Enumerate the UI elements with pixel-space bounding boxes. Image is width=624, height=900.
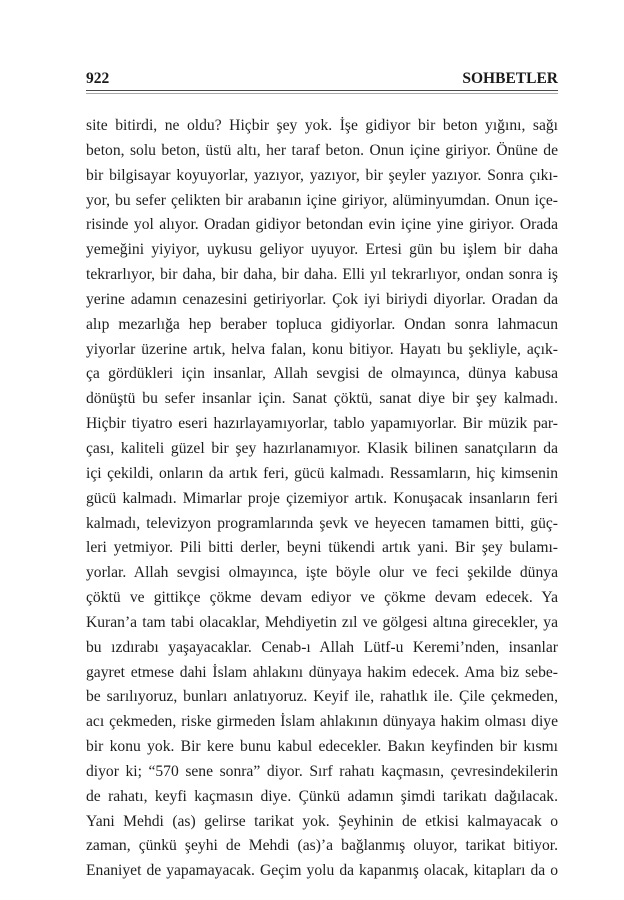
text-line: leri yetmiyor. Pili bitti derler, beyni tükendi artık yani. Bir şey bulamı-: [86, 539, 558, 557]
text-line: ça gördükleri için insanlar, Allah sevgisi de olmayınca, dünya kabusa: [86, 365, 558, 383]
text-line: bir konu yok. Bir kere bunu kabul edecekler. Bakın keyfinden bir kısmı: [86, 738, 558, 756]
text-line: diyor ki; “570 sene sonra” diyor. Sırf rahatı kaçmasın, çevresindekilerin: [86, 762, 558, 780]
text-line: çöktü ve gittikçe çökme devam ediyor ve çökme devam edecek. Ya: [86, 589, 558, 607]
text-line: tekrarlıyor, bir daha, bir daha, bir daha. Elli yıl tekrarlıyor, ondan sonra iş: [86, 266, 558, 284]
text-line: bu ızdırabı yaşayacaklar. Cenab-ı Allah Lütf-u Keremi’nden, insanlar: [86, 638, 558, 656]
text-line: yor, bu sefer çelikten bir arabanın içine giriyor, alüminyumdan. Onun içe-: [86, 191, 558, 209]
text-line: dönüştü bu sefer insanlar için. Sanat çöktü, sanat diye bir şey kalmadı.: [86, 390, 558, 408]
text-line: Hiçbir tiyatro eseri hazırlayamıyorlar, tablo yapamıyorlar. Bir müzik par-: [86, 415, 558, 433]
text-line: acı çekmeden, riske girmeden İslam ahlakının dünyaya hakim olması diye: [86, 713, 558, 731]
text-line: Kuran’a tam tabi olacaklar, Mehdiyetin zıl ve gölgesi altına girecekler, ya: [86, 613, 558, 631]
text-line: site bitirdi, ne oldu? Hiçbir şey yok. İşe gidiyor bir beton yığını, sağı: [86, 117, 558, 134]
text-line: içi çekildi, onların da artık feri, gücü kalmadı. Ressamların, hiç kimsenin: [86, 464, 558, 482]
text-line: Yani Mehdi (as) gelirse tarikat yok. Şeyhinin de etkisi kalmayacak o: [86, 812, 558, 830]
text-line: beton, solu beton, üstü altı, her taraf beton. Onun içine giriyor. Önüne de: [86, 141, 558, 159]
body-text: [86, 114, 558, 884]
text-line: de rahatı, keyfi kaçmasın diye. Çünkü adamın şimdi tarikatı dağılacak.: [86, 787, 558, 805]
text-line: gücü kalmadı. Mimarlar proje çizemiyor artık. Konuşacak insanların feri: [86, 489, 558, 507]
text-line: yemeğini yiyiyor, uykusu geliyor uyuyor. Ertesi gün bu işlem bir daha: [86, 241, 558, 259]
running-title: SOHBETLER: [462, 70, 558, 87]
text-line: bir bilgisayar koyuyorlar, yazıyor, yazıyor, bir şeyler yazıyor. Sonra çıkı-: [86, 166, 558, 184]
header-rule-secondary: [86, 93, 558, 94]
text-line: Enaniyet de yapamayacak. Geçim yolu da kapanmış olacak, kitapları da o: [86, 862, 558, 880]
text-line: yerine adamın cenazesini getiriyorlar. Çok iyi biriydi diyorlar. Oradan da: [86, 290, 558, 308]
text-line: alıp mezarlığa hep beraber topluca gidiyorlar. Ondan sonra lahmacun: [86, 315, 558, 333]
header-rule: [86, 90, 558, 91]
text-line: gayret etmese dahi İslam ahlakını dünyaya hakim edecek. Ama biz sebe-: [86, 663, 558, 681]
text-line: yorlar. Allah sevgisi olmayınca, işte böyle olur ve feci şekilde dünya: [86, 564, 558, 582]
text-line: çası, kaliteli güzel bir şey hazırlanamıyor. Klasik bilinen sanatçıların da: [86, 439, 558, 457]
running-header: [86, 68, 558, 88]
text-line: risinde yol alıyor. Oradan gidiyor betondan evin içine yine giriyor. Orada: [86, 216, 558, 234]
text-line: zaman, çünkü şeyhi de Mehdi (as)’a bağlanmış oluyor, tarikat bitiyor.: [86, 837, 558, 855]
text-line: be sarılıyoruz, bunları anlatıyoruz. Keyif ile, rahatlık ile. Çile çekmeden,: [86, 688, 558, 706]
page-number: 922: [86, 70, 110, 87]
text-line: kalmadı, televizyon programlarında şevk ve heyecen tamamen bitti, güç-: [86, 514, 558, 532]
text-line: yiyorlar üzerine artık, helva falan, konu bitiyor. Hayatı bu şekliyle, açık-: [86, 340, 558, 358]
